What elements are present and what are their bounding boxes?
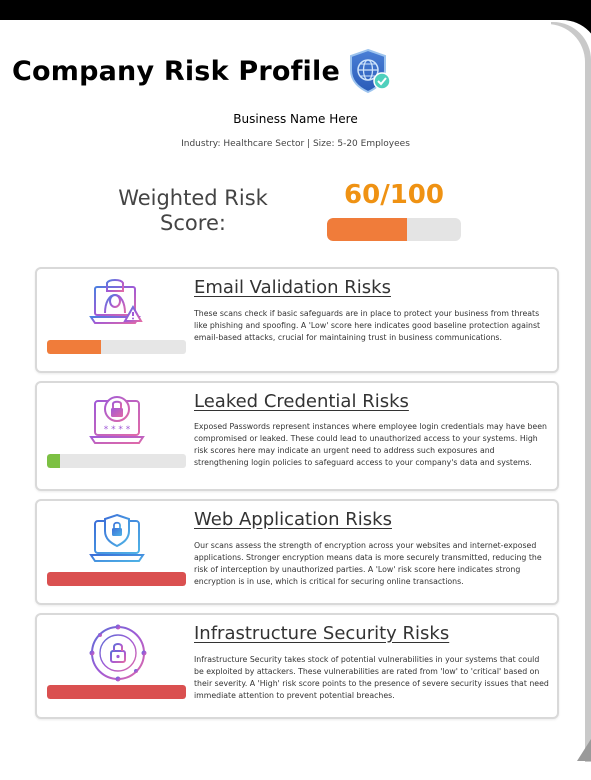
leaked-credential-card — [35, 381, 559, 491]
weighted-risk-score-value: 60/100 — [344, 180, 444, 210]
page-corner-fold — [577, 739, 591, 761]
locked-password-laptop-icon — [89, 391, 147, 451]
shield-check-icon — [348, 48, 392, 94]
web-application-risk-bar-fill — [47, 572, 186, 586]
web-application-description: Our scans assess the strength of encryption across your websites and internet-exposed applications. Stronger encryption means data is more securely transmitted, reducing the risk of interception by unauthorized parties. A 'Low' risk score here indicates strong encryption is in use, which is critical for securing online transactions. — [194, 541, 542, 586]
infrastructure-security-card — [35, 613, 559, 719]
infrastructure-risk-bar — [47, 685, 186, 699]
credential-risk-bar — [47, 454, 186, 468]
email-risk-bar — [47, 340, 186, 354]
email-risk-bar-fill — [47, 340, 101, 354]
leaked-credential-description: Exposed Passwords represent instances where employee login credentials may have been compromised or leaked. These could lead to unauthorized access to your systems. High risk scores here may indicate an urgent need to address such exposures and strengthening login policies to safeguard access to your company's data and systems. — [194, 422, 547, 467]
weighted-risk-score-bar — [327, 218, 461, 241]
infrastructure-risk-bar-fill — [47, 685, 186, 699]
network-globe-lock-icon — [89, 623, 147, 683]
title-row — [12, 48, 392, 94]
svg-text:* * * *: * * * * — [103, 425, 131, 435]
shield-lock-laptop-icon — [89, 509, 147, 569]
web-application-card — [35, 499, 559, 605]
web-application-title: Web Application Risks — [194, 509, 392, 530]
infrastructure-security-title: Infrastructure Security Risks — [194, 623, 450, 644]
page-title: Company Risk Profile — [12, 55, 340, 87]
weighted-risk-score-label: Weighted Risk Score: — [118, 186, 268, 235]
leaked-credential-title: Leaked Credential Risks — [194, 391, 409, 412]
hacker-laptop-warning-icon — [89, 277, 147, 337]
email-validation-description: These scans check if basic safeguards are in place to protect your business from threats like phishing and spoofing. A 'Low' score here indicates good baseline protection against email-based attacks, crucial for maintaining trust in business communications. — [194, 309, 541, 342]
weighted-risk-score-bar-fill — [327, 218, 407, 241]
infrastructure-security-description: Infrastructure Security takes stock of potential vulnerabilities in your systems that could be exploited by attackers. These vulnerabilities are rated from 'low' to 'critical' based on their severity. A 'High' risk score points to the presence of severe security issues that need immediate attention to prevent potential breaches. — [194, 655, 549, 700]
web-application-risk-bar — [47, 572, 186, 586]
window-top-band — [0, 0, 591, 22]
industry-size-line: Industry: Healthcare Sector | Size: 5-20 Employees — [181, 139, 410, 149]
email-validation-title: Email Validation Risks — [194, 277, 391, 298]
email-validation-card — [35, 267, 559, 373]
credential-risk-bar-fill — [47, 454, 60, 468]
business-name: Business Name Here — [233, 112, 358, 126]
